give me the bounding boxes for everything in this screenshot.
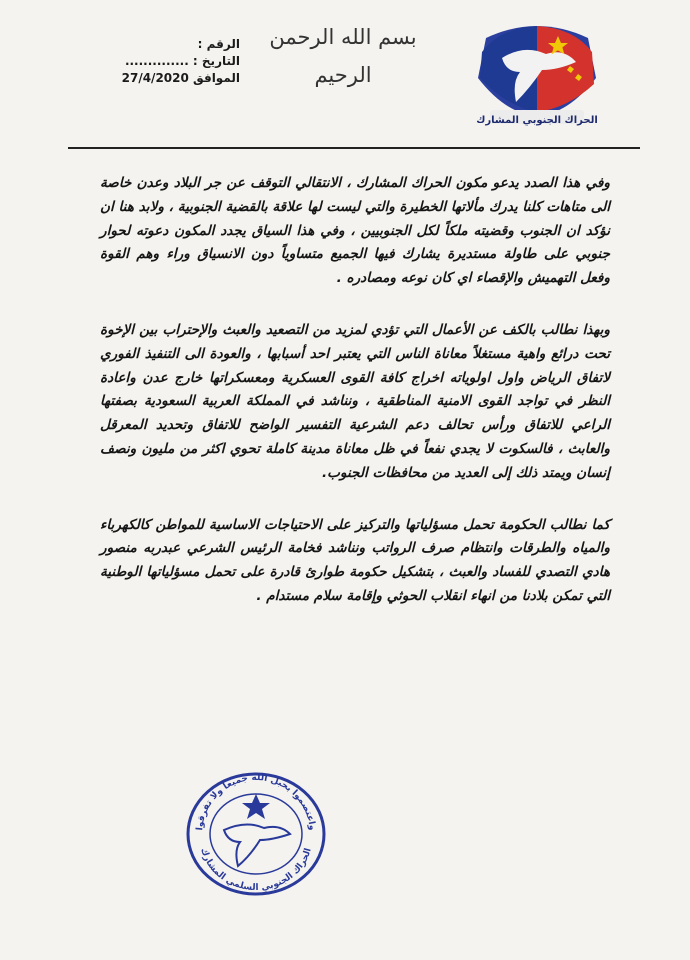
organization-logo	[468, 18, 606, 130]
logo-caption: الحراك الجنوبي المشارك	[476, 115, 598, 126]
letter-metadata	[100, 36, 240, 87]
official-stamp	[184, 770, 328, 898]
letter-body	[100, 172, 610, 637]
date-label: التاريخ : ..............	[124, 54, 240, 68]
body-paragraph: وبهذا نطالب بالكف عن الأعمال التي تؤدي لمزيد من التصعيد والعبث والإحتراب بين الإخوة تحت درائع واهية مستغلاً معاناة الناس التي يعتبر احد أسبابها ، والعودة الى التنفيذ الفوري لاتفاق الرياض واول اولوياته اخراج كافة القوى العسكرية ومعسكراتها خارج عدن واعادة النظر في تواجد القوى الامنية المناطقية ، ونناشد في المملكة العربية السعودية بصفتها الراعي للاتفاق ورأس تحالف دعم الشرعية التفسير الواضح للاتفاق وتحديد المعرقل والعابث ، فالسكوت لا يجدي نفعاً في ظل معاناة مدينة كاملة تحوي اكثر من مليون ونصف إنسان ويمتد ذلك إلى العديد من محافظات الجنوب.	[100, 321, 610, 481]
header-divider	[68, 147, 640, 149]
stamp-seal-icon	[184, 770, 328, 898]
body-paragraph: كما نطالب الحكومة تحمل مسؤلياتها والتركيز على الاحتياجات الاساسية للمواطن كالكهرباء والمياه والطرقات وانتظام صرف الرواتب ونناشد فخامة الرئيس الشرعي عبدربه منصور هادي التصدي للفساد والعبث ، بتشكيل حكومة طوارئ قادرة على تحمل مسؤلياتها الوطنية التي تمكن بلادنا من انهاء انقلاب الحوثي وإقامة سلام مستدام .	[100, 516, 610, 604]
body-paragraph: وفي هذا الصدد يدعو مكون الحراك المشارك ، الانتقالي التوقف عن جر البلاد وعدن خاصة الى متاهات كلنا يدرك مألاتها الخطيرة والتي ليست لها علاقة بالقضية الجنوبية ، ولابد هنا ان نؤكد ان الجنوب وقضيته ملكاً لكل الجنوبيين ، وفي هذا السياق يجدد المكون دعوته لحوار جنوبي على طاولة مستديرة يشارك فيها الجميع متساوياً دون الانسياق وراء وهم القوة وفعل التهميش والإقصاء اي كان نوعه ومصادره .	[100, 175, 610, 287]
logo-emblem-icon	[468, 18, 606, 130]
stamp-top-text: واعتصموا بحبل الله جميعاً ولا تفرقوا	[195, 772, 317, 831]
reference-number-label: الرقم :	[197, 37, 240, 51]
stamp-bottom-text: الحراك الجنوبي السلمي المشارك	[198, 846, 314, 894]
corresponding-date-label: الموافق 27/4/2020	[121, 71, 240, 85]
basmala-calligraphy: بسم الله الرحمن الرحيم	[269, 25, 417, 87]
